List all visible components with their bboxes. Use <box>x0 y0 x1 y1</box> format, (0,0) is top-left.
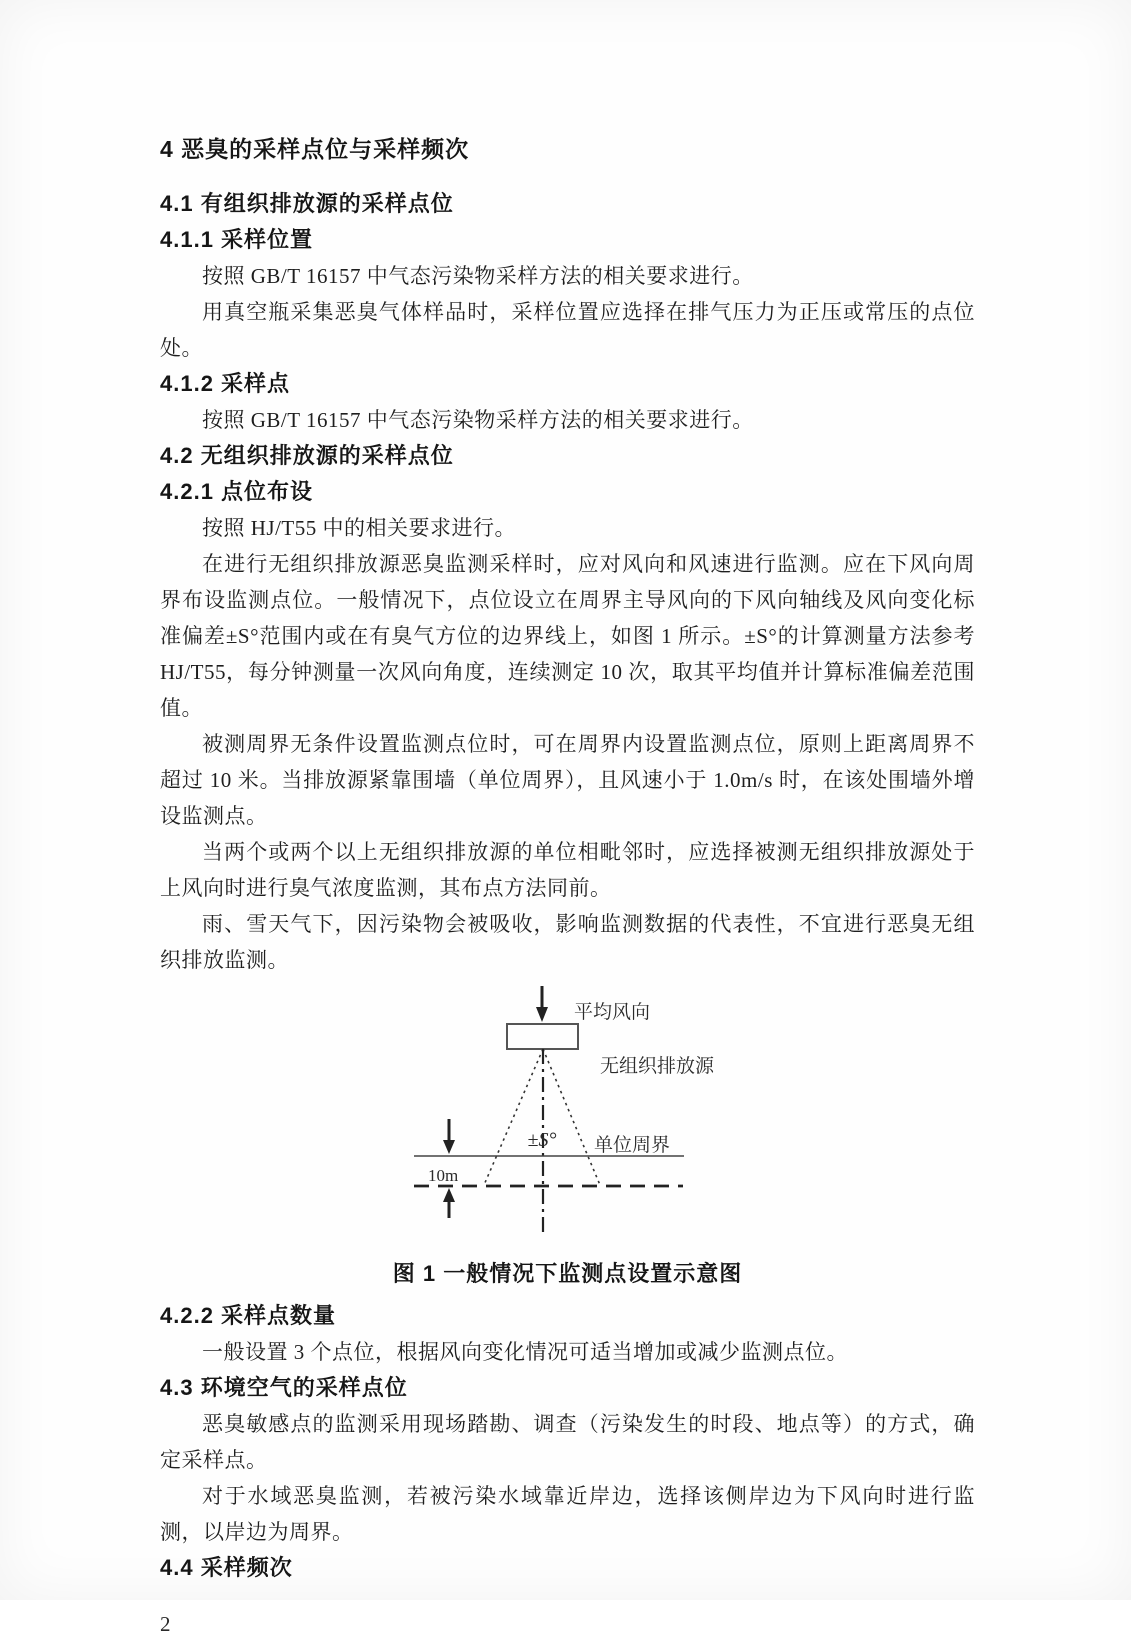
para-ambient-air-2: 对于水域恶臭监测，若被污染水域靠近岸边，选择该侧岸边为下风向时进行监测，以岸边为周界。 <box>160 1484 975 1544</box>
label-average-wind-direction: 平均风向 <box>574 1002 651 1023</box>
para-point-layout-4: 当两个或两个以上无组织排放源的单位相毗邻时，应选择被测无组织排放源处于上风向时进行臭气浓度监测，其布点方法同前。 <box>160 840 975 900</box>
distance-down-arrow-icon <box>443 1119 455 1154</box>
label-unit-boundary: 单位周界 <box>594 1135 671 1156</box>
wind-direction-arrow-icon <box>536 986 548 1022</box>
heading-section-4-1-1: 4.1.1 采样位置 <box>160 227 314 252</box>
label-fugitive-emission-source: 无组织排放源 <box>600 1056 715 1077</box>
para-point-layout-1: 按照 HJ/T55 中的相关要求进行。 <box>202 516 516 540</box>
para-point-layout-5: 雨、雪天气下，因污染物会被吸收，影响监测数据的代表性，不宜进行恶臭无组织排放监测。 <box>160 912 975 972</box>
heading-section-4-2-1: 4.2.1 点位布设 <box>160 479 314 504</box>
para-sampling-position-2: 用真空瓶采集恶臭气体样品时，采样位置应选择在排气压力为正压或常压的点位处。 <box>160 300 975 360</box>
para-ambient-air-1: 恶臭敏感点的监测采用现场踏勘、调查（污染发生的时段、地点等）的方式，确定采样点。 <box>160 1412 975 1472</box>
heading-section-4-4: 4.4 采样频次 <box>160 1555 293 1580</box>
para-sampling-position-1: 按照 GB/T 16157 中气态污染物采样方法的相关要求进行。 <box>202 264 754 288</box>
heading-section-4: 4 恶臭的采样点位与采样频次 <box>160 136 470 162</box>
para-sampling-point: 按照 GB/T 16157 中气态污染物采样方法的相关要求进行。 <box>202 408 754 432</box>
page-number: 2 <box>160 1612 171 1636</box>
label-distance-10m: 10m <box>428 1166 459 1185</box>
para-sampling-point-count: 一般设置 3 个点位，根据风向变化情况可适当增加或减少监测点位。 <box>202 1340 848 1364</box>
monitoring-diagram-canvas <box>386 980 786 1238</box>
para-point-layout-3: 被测周界无条件设置监测点位时，可在周界内设置监测点位，原则上距离周界不超过 10 米。当排放源紧靠围墙（单位周界），且风速小于 1.0m/s 时，在该处围墙外增设监测点。 <box>160 732 975 828</box>
sector-right-leg <box>543 1049 600 1185</box>
distance-up-arrow-icon <box>443 1188 455 1218</box>
sector-left-leg <box>484 1049 543 1185</box>
heading-section-4-1-2: 4.1.2 采样点 <box>160 371 291 396</box>
heading-section-4-3: 4.3 环境空气的采样点位 <box>160 1375 408 1400</box>
label-deviation-angle: ±S° <box>527 1129 557 1151</box>
para-point-layout-2: 在进行无组织排放源恶臭监测采样时，应对风向和风速进行监测。应在下风向周界布设监测点位。一般情况下，点位设立在周界主导风向的下风向轴线及风向变化标准偏差±S°范围内或在有臭气方位的边界线上，如图 1 所示。±S°的计算测量方法参考 HJ/T55，每分钟测量一次风向角度，连续测定 10 次，取其平均值并计算标准偏差范围值。 <box>160 552 975 720</box>
emission-source-box <box>507 1024 578 1049</box>
figure-1-monitoring-point-diagram <box>386 980 975 1244</box>
heading-section-4-2-2: 4.2.2 采样点数量 <box>160 1303 337 1328</box>
figure-1-caption: 图 1 一般情况下监测点设置示意图 <box>392 1261 743 1286</box>
heading-section-4-2: 4.2 无组织排放源的采样点位 <box>160 443 454 468</box>
heading-section-4-1: 4.1 有组织排放源的采样点位 <box>160 191 454 216</box>
